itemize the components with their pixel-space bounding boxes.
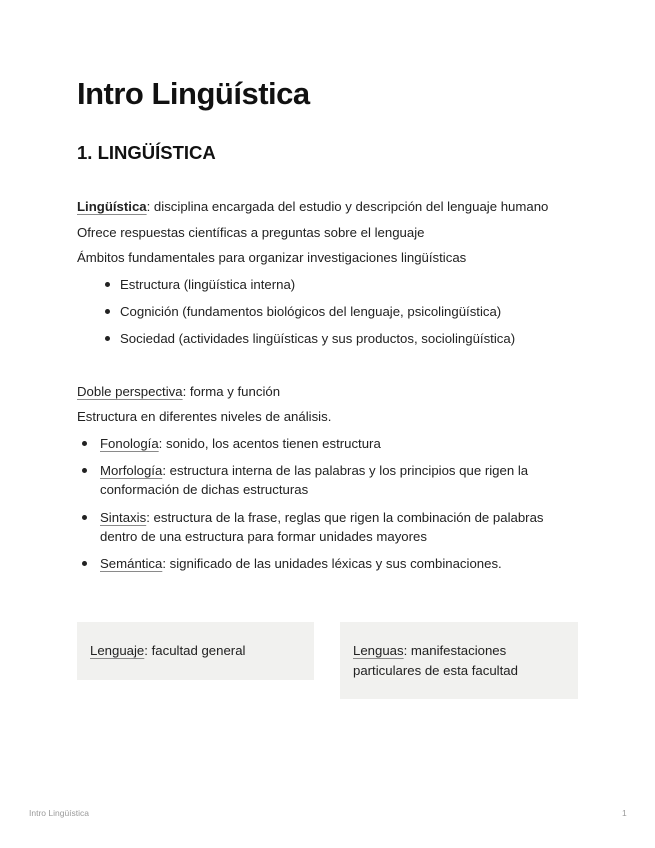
definition-text: : disciplina encargada del estudio y descripción del lenguaje humano: [146, 199, 549, 214]
list-item-nivel: [100, 554, 570, 573]
list-item-nivel: [100, 508, 570, 546]
footer-page-number: 1: [622, 808, 627, 818]
bullet-icon: [82, 515, 87, 520]
nivel-text: : sonido, los acentos tienen estructura: [158, 436, 381, 451]
nivel-text: : estructura interna de las palabras y los principios que rigen la conformación de dichas estructuras: [100, 463, 529, 497]
nivel-term: Fonología: [100, 436, 159, 451]
callout-definition: : manifestaciones particulares de esta facultad: [353, 643, 518, 678]
perspectiva-line: [77, 382, 280, 401]
paragraph-ambitos: Ámbitos fundamentales para organizar investigaciones lingüísticas: [77, 250, 467, 265]
section-heading: 1. LINGÜÍSTICA: [77, 142, 216, 163]
list-item-ambito: Estructura (lingüística interna): [120, 277, 296, 292]
callout-text: [353, 641, 558, 681]
paragraph-respuestas: Ofrece respuestas científicas a preguntas sobre el lenguaje: [77, 225, 425, 240]
list-item-ambito: Cognición (fundamentos biológicos del lenguaje, psicolingüística): [120, 304, 502, 319]
perspectiva-text: : forma y función: [182, 384, 281, 399]
nivel-text: : significado de las unidades léxicas y sus combinaciones.: [162, 556, 502, 571]
bullet-icon: [82, 468, 87, 473]
nivel-text: : estructura de la frase, reglas que rigen la combinación de palabras dentro de una estructura para formar unidades mayores: [100, 510, 544, 544]
list-item-nivel: [100, 461, 570, 499]
bullet-icon: [105, 282, 110, 287]
definition-line: [77, 197, 548, 216]
callout-term: Lenguas: [353, 643, 404, 658]
nivel-term: Morfología: [100, 463, 163, 478]
page-title: Intro Lingüística: [77, 76, 310, 111]
definition-term: Lingüística: [77, 199, 147, 214]
list-item-ambito: Sociedad (actividades lingüísticas y sus productos, sociolingüística): [120, 331, 516, 346]
niveles-intro: Estructura en diferentes niveles de análisis.: [77, 409, 332, 424]
nivel-term: Semántica: [100, 556, 163, 571]
nivel-term: Sintaxis: [100, 510, 147, 525]
callout-lenguas: [340, 622, 578, 699]
list-item-nivel: [100, 434, 570, 453]
perspectiva-term: Doble perspectiva: [77, 384, 183, 399]
bullet-icon: [82, 561, 87, 566]
bullet-icon: [105, 309, 110, 314]
bullet-icon: [82, 441, 87, 446]
callout-definition: : facultad general: [144, 643, 246, 658]
footer-title: Intro Lingüística: [29, 808, 90, 818]
callout-text: [90, 641, 305, 661]
bullet-icon: [105, 336, 110, 341]
callout-term: Lenguaje: [90, 643, 145, 658]
callout-lenguaje: [77, 622, 314, 680]
